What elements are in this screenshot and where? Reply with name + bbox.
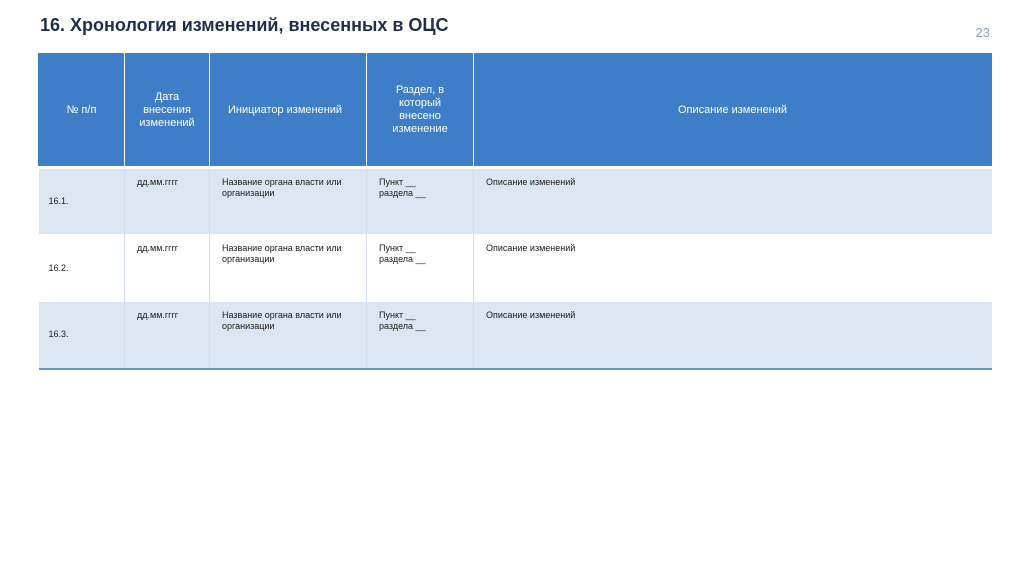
table-row [39, 302, 992, 369]
description-cell: Описание изменений [474, 168, 992, 235]
table-row [39, 168, 992, 235]
date-cell: дд.мм.гггг [125, 302, 210, 369]
section-cell: Пункт __ раздела __ [367, 235, 474, 302]
description-cell: Описание изменений [474, 235, 992, 302]
row-number-cell: 16.2. [39, 235, 125, 302]
row-number-cell: 16.1. [39, 168, 125, 235]
changes-table-container [38, 53, 991, 370]
initiator-cell: Название органа власти или организации [210, 302, 367, 369]
row-number-cell: 16.3. [39, 302, 125, 369]
header-description: Описание изменений [474, 54, 992, 168]
header-number: № п/п [39, 54, 125, 168]
initiator-cell: Название органа власти или организации [210, 168, 367, 235]
section-cell: Пункт __ раздела __ [367, 302, 474, 369]
page-number: 23 [975, 25, 990, 40]
section-cell: Пункт __ раздела __ [367, 168, 474, 235]
header-date: Дата внесения изменений [125, 54, 210, 168]
header-row [39, 54, 992, 168]
description-cell: Описание изменений [474, 302, 992, 369]
table-row [39, 235, 992, 302]
table-body [39, 168, 992, 369]
header-initiator: Инициатор изменений [210, 54, 367, 168]
header-section: Раздел, в который внесено изменение [367, 54, 474, 168]
date-cell: дд.мм.гггг [125, 235, 210, 302]
changes-table [38, 53, 992, 370]
initiator-cell: Название органа власти или организации [210, 235, 367, 302]
date-cell: дд.мм.гггг [125, 168, 210, 235]
table-header [39, 54, 992, 168]
slide-title: 16. Хронология изменений, внесенных в ОЦС [40, 15, 449, 35]
